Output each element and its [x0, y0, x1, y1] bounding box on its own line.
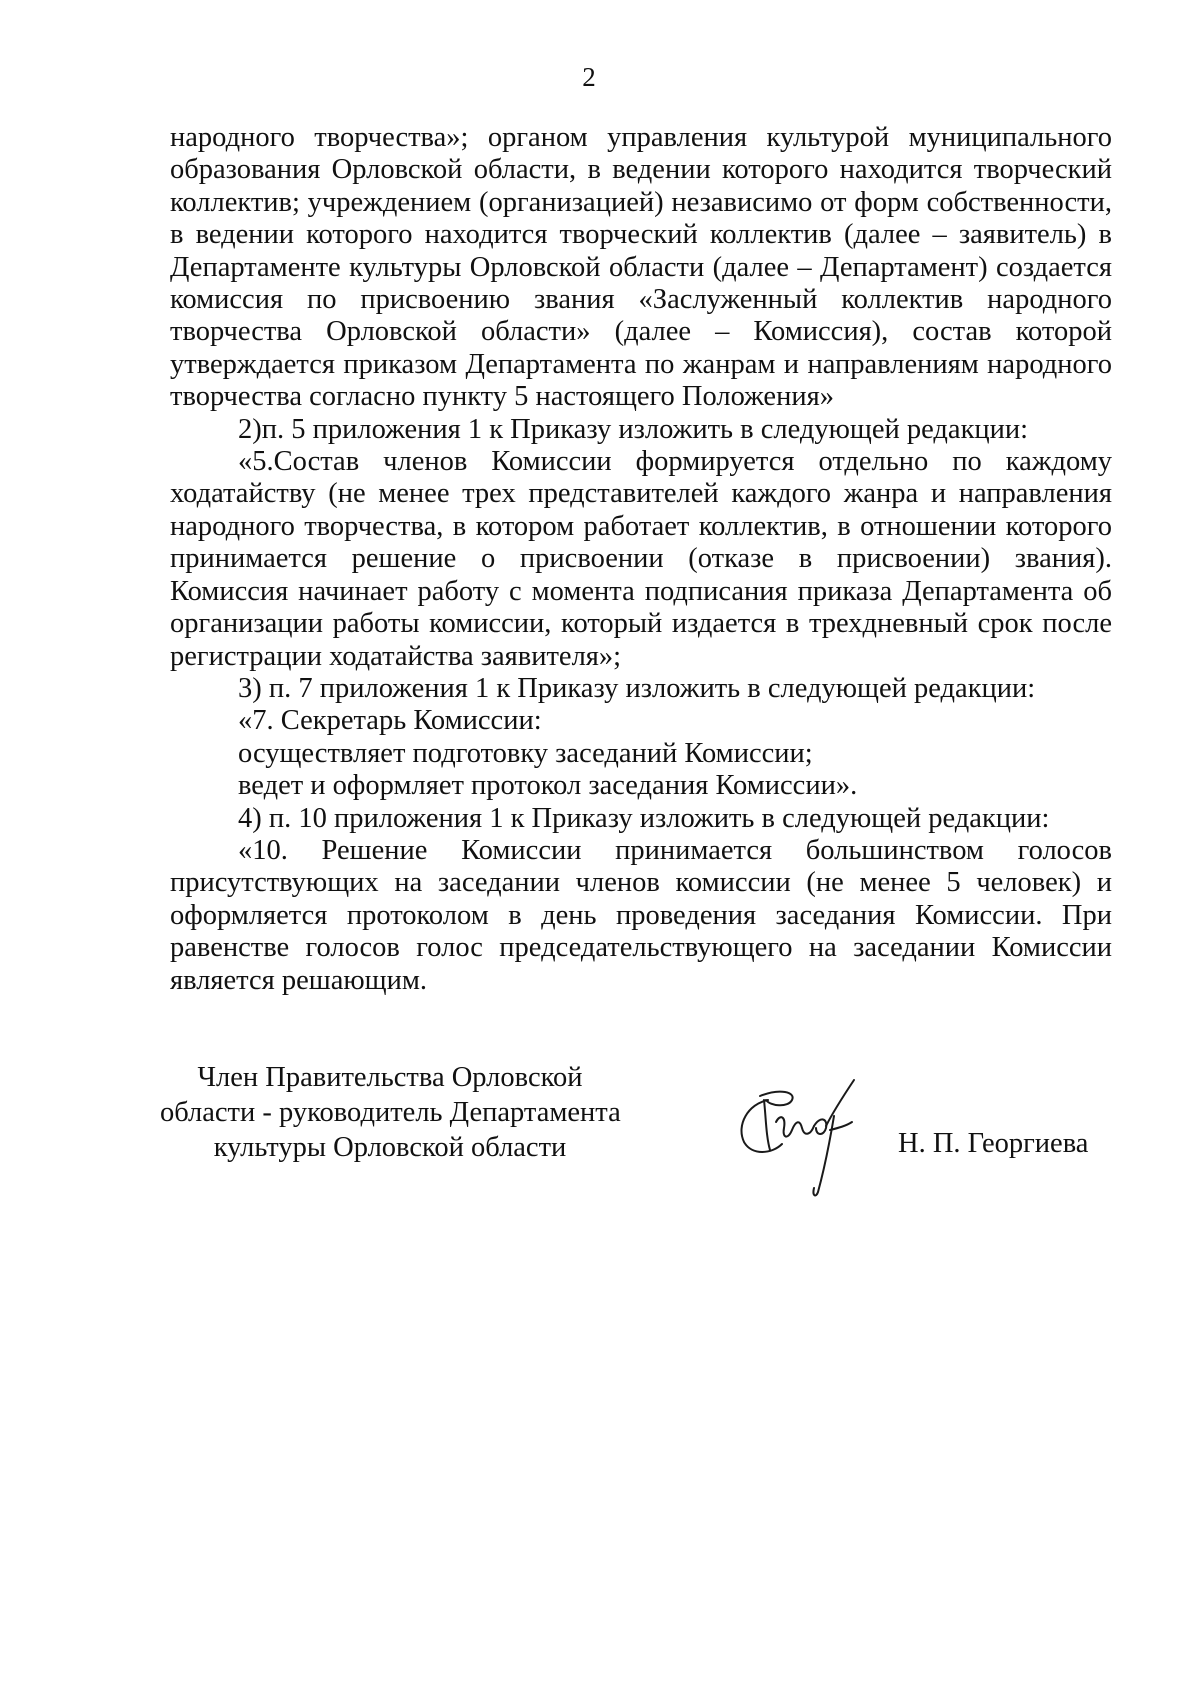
- paragraph-item-7-duty-1: осуществляет подготовку заседаний Комиссии;: [238, 737, 813, 769]
- document-body: [170, 122, 1112, 997]
- signatory-title-line: культуры Орловской области: [213, 1132, 567, 1163]
- paragraph-item-7-duty-2: ведет и оформляет протокол заседания Комиссии».: [238, 770, 858, 802]
- paragraph-item-2: 2)п. 5 приложения 1 к Приказу изложить в следующей редакции:: [238, 413, 1029, 445]
- signatory-name: Н. П. Георгиева: [898, 1128, 1089, 1159]
- signatory-title: [160, 1060, 620, 1165]
- paragraph-item-5-text: «5.Состав членов Комиссии формируется отдельно по каждому ходатайству (не менее трех представителей каждого жанра и направления народного творчества, в котором работает коллектив, в отношении которого принимается решение о присвоении (отказе в присвоении) звания). Комиссия начинает работу с момента подписания приказа Департамента об организации работы комиссии, который издается в трехдневный срок после регистрации ходатайства заявителя»;: [170, 446, 1112, 672]
- paragraph-item-7-heading: «7. Секретарь Комиссии:: [238, 705, 542, 737]
- paragraph-item-10-text: «10. Решение Комиссии принимается большинством голосов присутствующих на заседании членов комиссии (не менее 5 человек) и оформляется протоколом в день проведения заседания Комиссии. При равенстве голосов голос председательствующего на заседании Комиссии является решающим.: [170, 834, 1112, 996]
- handwritten-signature: [730, 1070, 870, 1205]
- paragraph-continuation: народного творчества»; органом управления культурой муниципального образования Орловской области, в ведении которого находится творческий коллектив; учреждением (организацией) независимо от форм собственности, в ведении которого находится творческий коллектив (далее – заявитель) в Департаменте культуры Орловской области (далее – Департамент) создается комиссия по присвоению звания «Заслуженный коллектив народного творчества Орловской области» (далее – Комиссия), состав которой утверждается приказом Департамента по жанрам и направлениям народного творчества согласно пункту 5 настоящего Положения»: [170, 122, 1112, 413]
- signatory-title-line: Член Правительства Орловской: [197, 1062, 583, 1093]
- signatory-title-line: области - руководитель Департамента: [160, 1097, 621, 1128]
- paragraph-item-4: 4) п. 10 приложения 1 к Приказу изложить в следующей редакции:: [238, 802, 1050, 834]
- page-number: 2: [582, 62, 596, 92]
- paragraph-item-3: 3) п. 7 приложения 1 к Приказу изложить в следующей редакции:: [238, 672, 1036, 704]
